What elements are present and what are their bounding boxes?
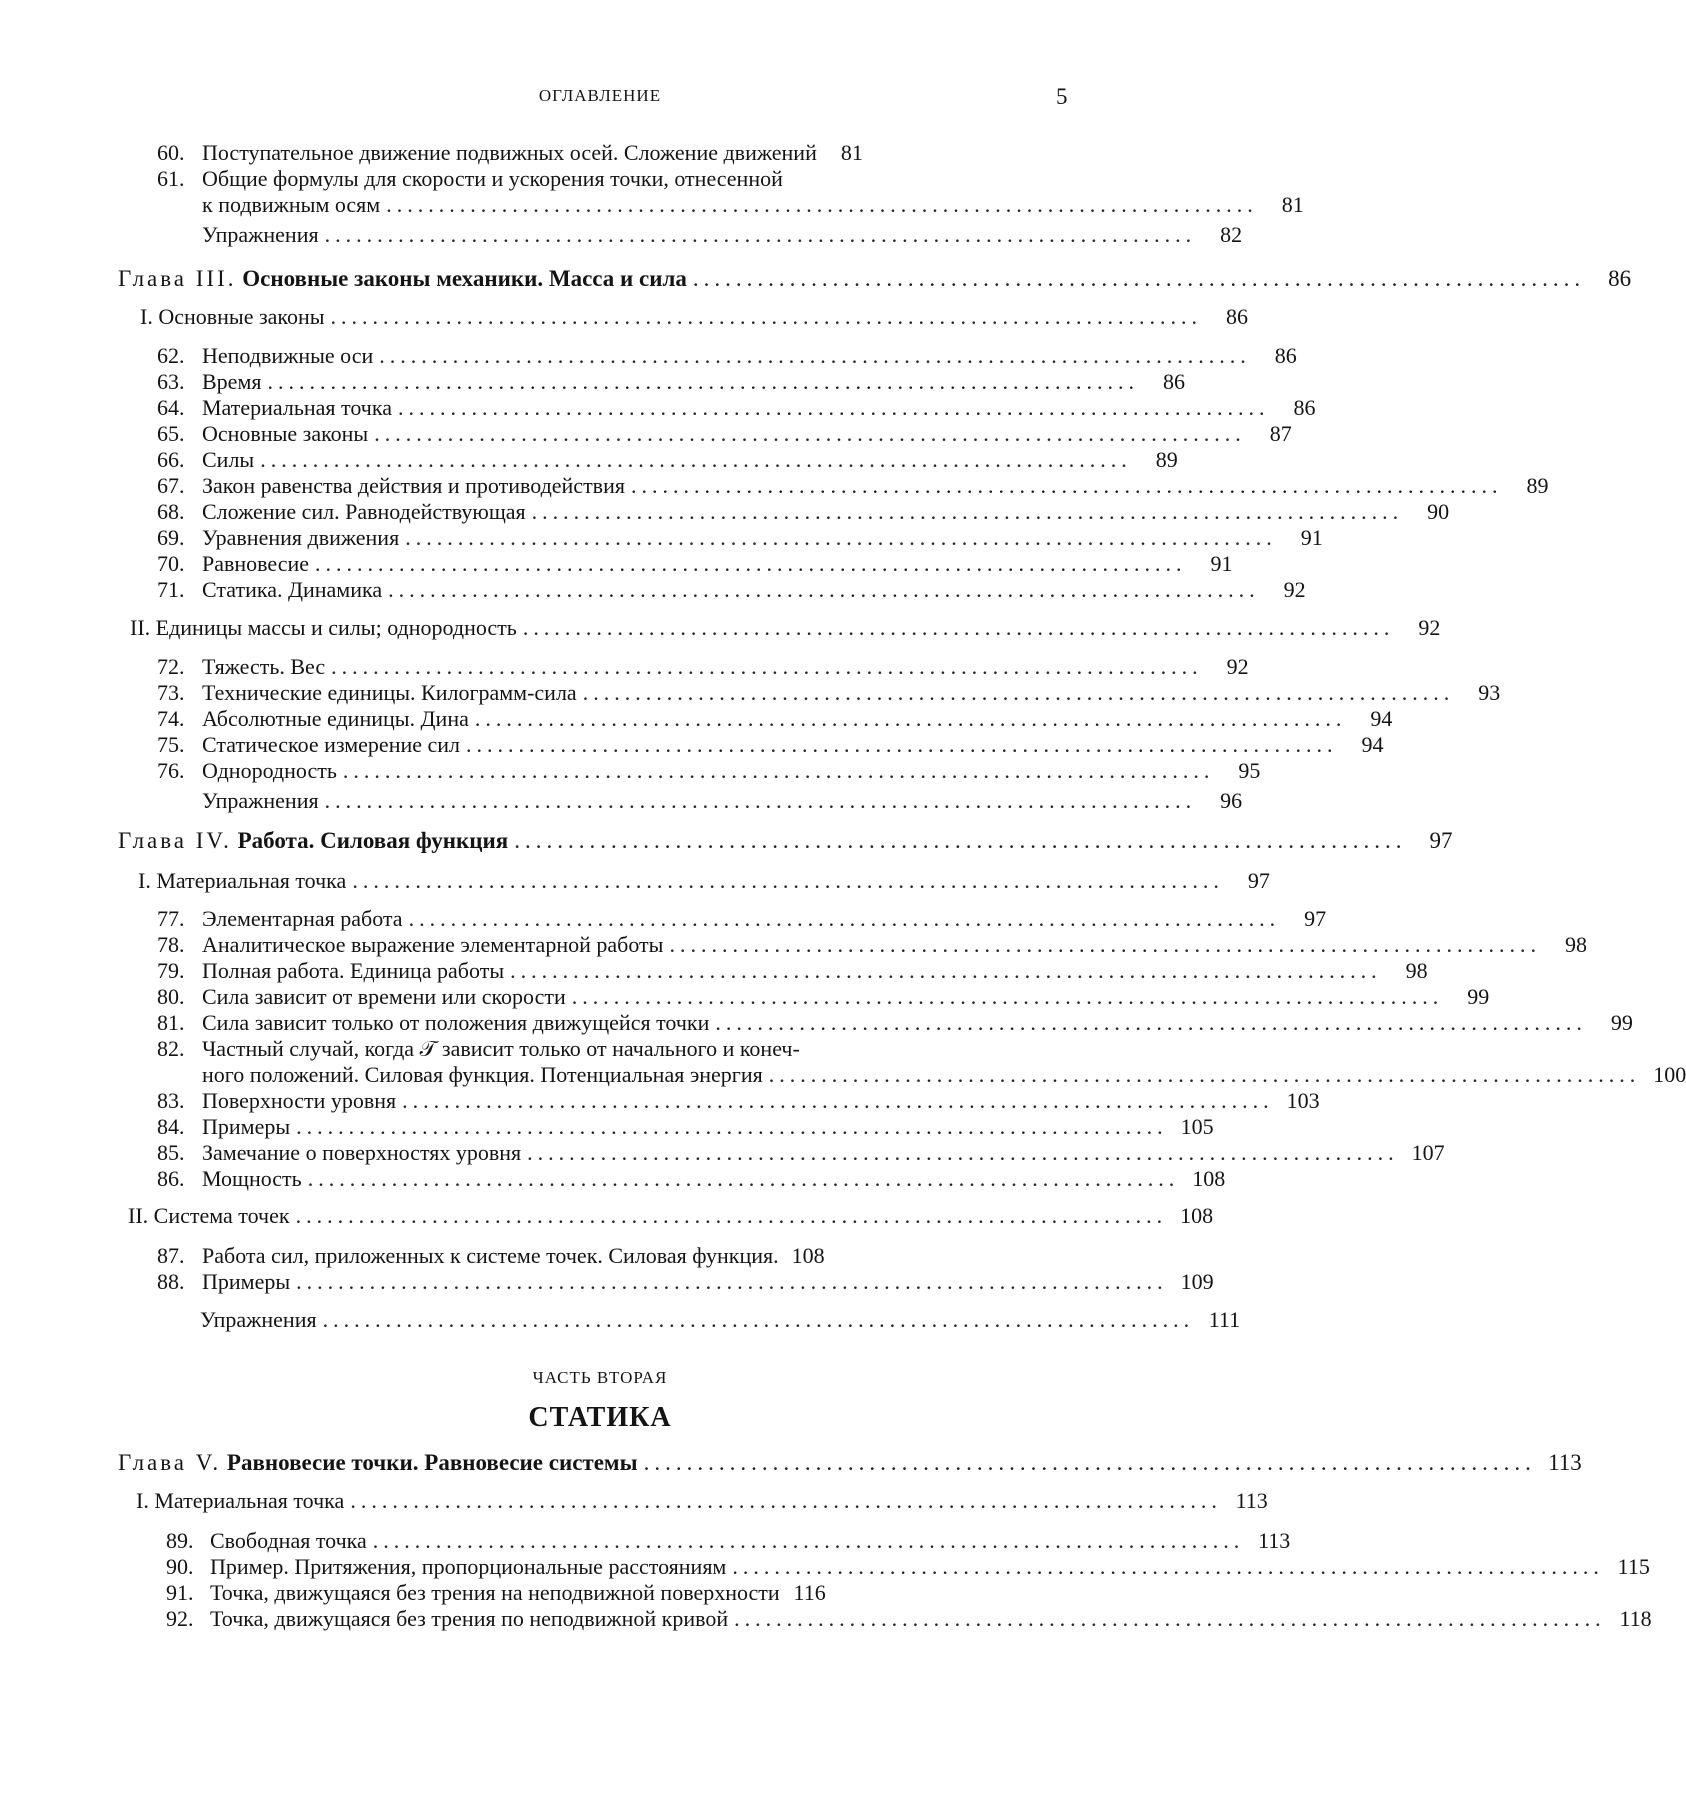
chapter-prefix: Глава III. bbox=[118, 266, 237, 291]
entry-title: Однородность bbox=[202, 758, 337, 783]
part-label: ЧАСТЬ ВТОРАЯ bbox=[532, 1368, 668, 1387]
entry-number: 61. bbox=[157, 166, 185, 191]
entry-title: Работа сил, приложенных к системе точек. Силовая функция. bbox=[202, 1243, 779, 1268]
entry-title: Технические единицы. Килограмм-сила bbox=[202, 680, 577, 705]
dot-leader: ................................................................................... bbox=[732, 1554, 1604, 1579]
page-number: 5 bbox=[1056, 84, 1068, 109]
dot-leader: ................................................................................... bbox=[402, 1088, 1274, 1113]
entry-number: 82. bbox=[157, 1036, 185, 1061]
dot-leader: ................................................................................... bbox=[388, 577, 1260, 602]
entry-title: Материальная точка bbox=[202, 395, 392, 420]
dot-leader: ................................................................................... bbox=[350, 1488, 1222, 1513]
entry-title: Равновесие bbox=[202, 551, 310, 576]
dot-leader: ................................................................................... bbox=[295, 1203, 1168, 1228]
entry-number: 80. bbox=[157, 984, 185, 1009]
dot-leader: ................................................................................... bbox=[315, 551, 1187, 576]
entry-number: 60. bbox=[157, 140, 185, 165]
dot-leader: ................................................................................... bbox=[260, 447, 1132, 472]
dot-leader: ................................................................................... bbox=[405, 525, 1277, 550]
dot-leader: ................................................................................... bbox=[330, 304, 1203, 329]
entry-title: Точка, движущаяся без трения на неподвижной поверхности bbox=[210, 1580, 780, 1605]
dot-leader: ................................................................................... bbox=[466, 732, 1338, 757]
dot-leader: ................................................................................... bbox=[296, 1114, 1168, 1139]
entry-page: 98 bbox=[1564, 932, 1587, 957]
entry-title: Силы bbox=[202, 447, 255, 472]
running-head: ОГЛАВЛЕНИЕ bbox=[538, 86, 662, 105]
entry-page: 92 bbox=[1283, 577, 1306, 602]
dot-leader: ................................................................................... bbox=[630, 473, 1503, 498]
entry-title: Упражнения bbox=[200, 1307, 317, 1332]
entry-number: 84. bbox=[157, 1114, 185, 1139]
entry-page: 111 bbox=[1208, 1307, 1241, 1332]
entry-number: 86. bbox=[157, 1166, 185, 1191]
chapter-title: Работа. Силовая функция bbox=[237, 828, 509, 853]
entry-number: 72. bbox=[157, 654, 185, 679]
chapter-title: Равновесие точки. Равновесие системы bbox=[226, 1450, 638, 1475]
section-title: II. Единицы массы и силы; однородность bbox=[130, 615, 517, 640]
dot-leader: ................................................................................... bbox=[715, 1010, 1587, 1035]
chapter-prefix: Глава IV. bbox=[118, 828, 232, 853]
dot-leader: ................................................................................... bbox=[510, 958, 1382, 983]
section-title: II. Система точек bbox=[128, 1203, 290, 1228]
dot-leader: ................................................................................... bbox=[734, 1606, 1606, 1631]
dot-leader: ................................................................................... bbox=[397, 395, 1270, 420]
entry-page: 89 bbox=[1526, 473, 1549, 498]
entry-page: 115 bbox=[1617, 1554, 1650, 1579]
entry-number: 62. bbox=[157, 343, 185, 368]
entry-title: Упражнения bbox=[202, 788, 319, 813]
entry-number: 88. bbox=[157, 1269, 185, 1294]
entry-title: Абсолютные единицы. Дина bbox=[202, 706, 469, 731]
entry-page: 108 bbox=[1180, 1203, 1214, 1228]
entry-page: 94 bbox=[1361, 732, 1384, 757]
entry-page: 113 bbox=[1235, 1488, 1268, 1513]
dot-leader: ................................................................................... bbox=[324, 788, 1197, 813]
dot-leader: ................................................................................... bbox=[379, 343, 1251, 368]
entry-title: Частный случай, когда 𝒯 зависит только от начального и конеч- bbox=[202, 1036, 800, 1061]
dot-leader: ................................................................................... bbox=[386, 192, 1258, 217]
entry-title: Уравнения движения bbox=[202, 525, 400, 550]
entry-page: 86 bbox=[1226, 304, 1249, 329]
entry-page: 82 bbox=[1220, 222, 1243, 247]
chapter-title: Основные законы механики. Масса и сила bbox=[242, 266, 687, 291]
entry-title: Свободная точка bbox=[210, 1528, 367, 1553]
entry-page: 97 bbox=[1429, 828, 1453, 853]
entry-title: Полная работа. Единица работы bbox=[202, 958, 505, 983]
entry-page: 86 bbox=[1274, 343, 1297, 368]
entry-page: 98 bbox=[1405, 958, 1428, 983]
entry-page: 108 bbox=[1192, 1166, 1226, 1191]
entry-number: 87. bbox=[157, 1243, 185, 1268]
entry-page: 92 bbox=[1226, 654, 1249, 679]
entry-title: Время bbox=[202, 369, 262, 394]
entry-title: Мощность bbox=[202, 1166, 302, 1191]
entry-number: 77. bbox=[157, 906, 185, 931]
entry-page: 81 bbox=[840, 140, 863, 165]
entry-number: 69. bbox=[157, 525, 185, 550]
entry-page: 90 bbox=[1427, 499, 1450, 524]
entry-title: Замечание о поверхностях уровня bbox=[202, 1140, 522, 1165]
section-title: I. Основные законы bbox=[140, 304, 325, 329]
dot-leader: ................................................................................... bbox=[342, 758, 1215, 783]
entry-number: 64. bbox=[157, 395, 185, 420]
entry-page: 108 bbox=[791, 1243, 825, 1268]
entry-page: 113 bbox=[1258, 1528, 1291, 1553]
entry-title: Элементарная работа bbox=[202, 906, 403, 931]
dot-leader: ................................................................................... bbox=[408, 906, 1281, 931]
entry-number: 75. bbox=[157, 732, 185, 757]
entry-page: 86 bbox=[1162, 369, 1185, 394]
entry-page: 81 bbox=[1281, 192, 1304, 217]
dot-leader: ................................................................................... bbox=[514, 828, 1407, 853]
entry-page: 97 bbox=[1247, 868, 1270, 893]
section-title: I. Материальная точка bbox=[138, 868, 347, 893]
entry-page: 91 bbox=[1300, 525, 1323, 550]
entry-title: ного положений. Силовая функция. Потенциальная энергия bbox=[202, 1062, 763, 1087]
entry-title: Аналитическое выражение элементарной работы bbox=[202, 932, 664, 957]
chapter-prefix: Глава V. bbox=[118, 1450, 222, 1475]
entry-number: 81. bbox=[157, 1010, 185, 1035]
dot-leader: ................................................................................... bbox=[296, 1269, 1168, 1294]
dot-leader: ................................................................................... bbox=[571, 984, 1444, 1009]
entry-title: Упражнения bbox=[202, 222, 319, 247]
part-title: СТАТИКА bbox=[528, 1402, 672, 1433]
dot-leader: ................................................................................... bbox=[669, 932, 1541, 957]
entry-number: 76. bbox=[157, 758, 185, 783]
entry-title: Статическое измерение сил bbox=[202, 732, 461, 757]
page-header bbox=[0, 86, 1200, 116]
entry-page: 105 bbox=[1180, 1114, 1214, 1139]
dot-leader: ................................................................................... bbox=[474, 706, 1347, 731]
entry-page: 92 bbox=[1418, 615, 1441, 640]
entry-number: 79. bbox=[157, 958, 185, 983]
dot-leader: ................................................................................... bbox=[307, 1166, 1180, 1191]
dot-leader: ................................................................................... bbox=[582, 680, 1455, 705]
entry-page: 99 bbox=[1467, 984, 1490, 1009]
dot-leader: ................................................................................... bbox=[522, 615, 1395, 640]
dot-leader: ................................................................................... bbox=[372, 1528, 1245, 1553]
entry-number: 67. bbox=[157, 473, 185, 498]
entry-title: Закон равенства действия и противодействия bbox=[202, 473, 625, 498]
entry-page: 96 bbox=[1220, 788, 1243, 813]
entry-page: 87 bbox=[1269, 421, 1292, 446]
entry-number: 68. bbox=[157, 499, 185, 524]
entry-page: 118 bbox=[1619, 1606, 1652, 1631]
entry-title: Тяжесть. Вес bbox=[202, 654, 326, 679]
entry-title: Точка, движущаяся без трения по неподвижной кривой bbox=[210, 1606, 729, 1631]
entry-page: 103 bbox=[1286, 1088, 1320, 1113]
entry-number: 85. bbox=[157, 1140, 185, 1165]
dot-leader: ................................................................................... bbox=[322, 1307, 1195, 1332]
entry-number: 89. bbox=[166, 1528, 194, 1553]
entry-page: 97 bbox=[1304, 906, 1327, 931]
dot-leader: ................................................................................... bbox=[692, 266, 1586, 291]
entry-title: Пример. Притяжения, пропорциональные расстояниям bbox=[210, 1554, 727, 1579]
dot-leader: ................................................................................... bbox=[527, 1140, 1399, 1165]
entry-title: Поверхности уровня bbox=[202, 1088, 397, 1113]
entry-page: 99 bbox=[1610, 1010, 1633, 1035]
entry-number: 92. bbox=[166, 1606, 194, 1631]
entry-number: 66. bbox=[157, 447, 185, 472]
entry-title: Неподвижные оси bbox=[202, 343, 374, 368]
entry-page: 113 bbox=[1548, 1450, 1582, 1475]
entry-title: Статика. Динамика bbox=[202, 577, 383, 602]
entry-title: Основные законы bbox=[202, 421, 369, 446]
entry-number: 71. bbox=[157, 577, 185, 602]
entry-number: 65. bbox=[157, 421, 185, 446]
dot-leader: ................................................................................... bbox=[352, 868, 1224, 893]
entry-page: 94 bbox=[1370, 706, 1393, 731]
entry-title: к подвижным осям bbox=[202, 192, 381, 217]
entry-page: 116 bbox=[793, 1580, 826, 1605]
entry-page: 91 bbox=[1210, 551, 1233, 576]
entry-title: Примеры bbox=[202, 1269, 291, 1294]
entry-page: 95 bbox=[1238, 758, 1261, 783]
entry-page: 86 bbox=[1293, 395, 1316, 420]
entry-number: 90. bbox=[166, 1554, 194, 1579]
entry-page: 93 bbox=[1478, 680, 1501, 705]
entry-title: Сила зависит от времени или скорости bbox=[202, 984, 566, 1009]
dot-leader: ................................................................................... bbox=[331, 654, 1203, 679]
entry-number: 91. bbox=[166, 1580, 194, 1605]
entry-page: 109 bbox=[1180, 1269, 1214, 1294]
dot-leader: ................................................................................... bbox=[374, 421, 1246, 446]
entry-number: 83. bbox=[157, 1088, 185, 1113]
entry-page: 89 bbox=[1155, 447, 1178, 472]
entry-title: Поступательное движение подвижных осей. Сложение движений bbox=[202, 140, 817, 165]
entry-number: 70. bbox=[157, 551, 185, 576]
entry-number: 74. bbox=[157, 706, 185, 731]
entry-number: 78. bbox=[157, 932, 185, 957]
entry-title: Сила зависит только от положения движущейся точки bbox=[202, 1010, 710, 1035]
entry-page: 86 bbox=[1608, 266, 1632, 291]
section-title: I. Материальная точка bbox=[136, 1488, 345, 1513]
dot-leader: ................................................................................... bbox=[267, 369, 1139, 394]
entry-title: Сложение сил. Равнодействующая bbox=[202, 499, 526, 524]
dot-leader: ................................................................................... bbox=[768, 1062, 1641, 1087]
dot-leader: ................................................................................... bbox=[324, 222, 1197, 247]
entry-page: 107 bbox=[1411, 1140, 1445, 1165]
entry-number: 73. bbox=[157, 680, 185, 705]
entry-title: Примеры bbox=[202, 1114, 291, 1139]
dot-leader: ................................................................................... bbox=[531, 499, 1404, 524]
entry-title: Общие формулы для скорости и ускорения точки, отнесенной bbox=[202, 166, 783, 191]
dot-leader: ................................................................................... bbox=[643, 1450, 1536, 1475]
entry-page: 100 bbox=[1653, 1062, 1686, 1087]
entry-number: 63. bbox=[157, 369, 185, 394]
